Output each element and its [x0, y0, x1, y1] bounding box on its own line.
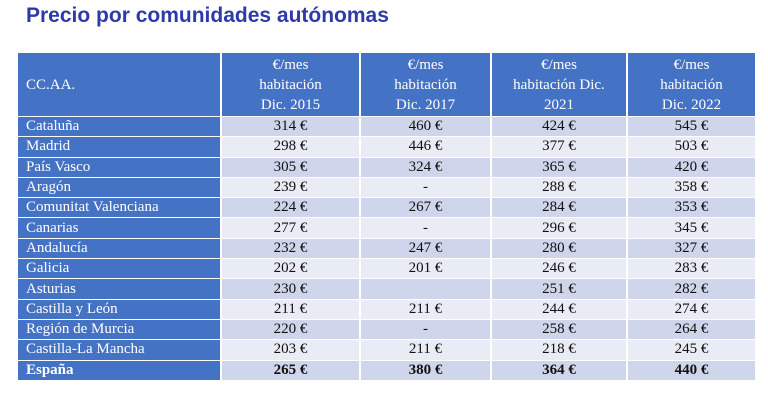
- table-row: [18, 137, 755, 157]
- table-row: [18, 279, 755, 299]
- price-cell: 211 €: [221, 299, 360, 319]
- price-cell: 353 €: [627, 198, 755, 218]
- region-cell: Cataluña: [18, 117, 221, 137]
- table-row: [18, 198, 755, 218]
- price-cell: [360, 279, 491, 299]
- price-cell: 288 €: [491, 177, 627, 197]
- column-header-price: [360, 53, 491, 117]
- price-cell: 358 €: [627, 177, 755, 197]
- price-cell: 211 €: [360, 340, 491, 360]
- price-cell: 424 €: [491, 117, 627, 137]
- price-cell: 201 €: [360, 259, 491, 279]
- table-row: [18, 218, 755, 238]
- region-cell: Comunitat Valenciana: [18, 198, 221, 218]
- price-cell: 218 €: [491, 340, 627, 360]
- price-cell: 258 €: [491, 319, 627, 339]
- header-line: 2021: [544, 96, 574, 113]
- price-cell: 274 €: [627, 299, 755, 319]
- price-cell: 345 €: [627, 218, 755, 238]
- price-cell: -: [360, 319, 491, 339]
- price-cell: 232 €: [221, 238, 360, 258]
- region-cell: Aragón: [18, 177, 221, 197]
- price-cell: 314 €: [221, 117, 360, 137]
- header-line: Dic. 2015: [260, 96, 321, 113]
- table-row: [18, 259, 755, 279]
- region-cell: Castilla-La Mancha: [18, 340, 221, 360]
- price-cell: 244 €: [491, 299, 627, 319]
- price-cell: 305 €: [221, 157, 360, 177]
- price-cell: 420 €: [627, 157, 755, 177]
- region-cell: Región de Murcia: [18, 319, 221, 339]
- price-cell: 230 €: [221, 279, 360, 299]
- price-cell: 202 €: [221, 259, 360, 279]
- price-cell: 280 €: [491, 238, 627, 258]
- table-row: [18, 319, 755, 339]
- price-cell: 298 €: [221, 137, 360, 157]
- price-table: [18, 53, 755, 380]
- column-header-price: [221, 53, 360, 117]
- table-row: [18, 299, 755, 319]
- price-cell: 503 €: [627, 137, 755, 157]
- price-cell: 246 €: [491, 259, 627, 279]
- page-title: Precio por comunidades autónomas: [26, 4, 389, 27]
- table-row: [18, 238, 755, 258]
- column-header-price: [491, 53, 627, 117]
- table-row: [18, 157, 755, 177]
- table-row: [18, 177, 755, 197]
- price-cell: 245 €: [627, 340, 755, 360]
- price-cell: 203 €: [221, 340, 360, 360]
- price-cell: 251 €: [491, 279, 627, 299]
- region-cell: Galicia: [18, 259, 221, 279]
- table-row: [18, 117, 755, 137]
- price-cell: 377 €: [491, 137, 627, 157]
- price-cell: 282 €: [627, 279, 755, 299]
- header-line: Dic. 2022: [661, 96, 722, 113]
- table-body: [18, 117, 755, 380]
- column-header-price: [627, 53, 755, 117]
- price-cell: 460 €: [360, 117, 491, 137]
- header-line: Dic. 2017: [395, 96, 456, 113]
- region-cell: Canarias: [18, 218, 221, 238]
- region-cell: Madrid: [18, 137, 221, 157]
- column-header-region: [18, 53, 221, 117]
- region-cell: Andalucía: [18, 238, 221, 258]
- price-cell: 267 €: [360, 198, 491, 218]
- header-row: [18, 53, 755, 117]
- price-cell: 380 €: [360, 360, 491, 380]
- price-cell: 264 €: [627, 319, 755, 339]
- price-cell: 327 €: [627, 238, 755, 258]
- price-cell: 324 €: [360, 157, 491, 177]
- price-cell: 296 €: [491, 218, 627, 238]
- price-cell: 440 €: [627, 360, 755, 380]
- price-cell: -: [360, 177, 491, 197]
- header-line: habitación Dic.: [513, 76, 605, 93]
- price-cell: 446 €: [360, 137, 491, 157]
- region-cell: País Vasco: [18, 157, 221, 177]
- price-cell: 220 €: [221, 319, 360, 339]
- header-line: CC.AA.: [26, 76, 76, 93]
- price-cell: -: [360, 218, 491, 238]
- price-cell: 265 €: [221, 360, 360, 380]
- price-cell: 211 €: [360, 299, 491, 319]
- price-cell: 247 €: [360, 238, 491, 258]
- price-cell: 284 €: [491, 198, 627, 218]
- header-line: €/mes: [673, 56, 710, 73]
- total-row: [18, 360, 755, 380]
- price-cell: 283 €: [627, 259, 755, 279]
- price-cell: 364 €: [491, 360, 627, 380]
- header-line: habitación: [394, 76, 457, 93]
- header-line: €/mes: [272, 56, 309, 73]
- region-cell: Castilla y León: [18, 299, 221, 319]
- header-line: habitación: [660, 76, 723, 93]
- price-cell: 545 €: [627, 117, 755, 137]
- price-cell: 224 €: [221, 198, 360, 218]
- header-line: €/mes: [541, 56, 577, 73]
- price-cell: 277 €: [221, 218, 360, 238]
- region-cell: Asturias: [18, 279, 221, 299]
- price-cell: 365 €: [491, 157, 627, 177]
- header-line: habitación: [259, 76, 322, 93]
- header-line: €/mes: [407, 56, 444, 73]
- region-cell: España: [18, 360, 221, 380]
- table-row: [18, 340, 755, 360]
- price-cell: 239 €: [221, 177, 360, 197]
